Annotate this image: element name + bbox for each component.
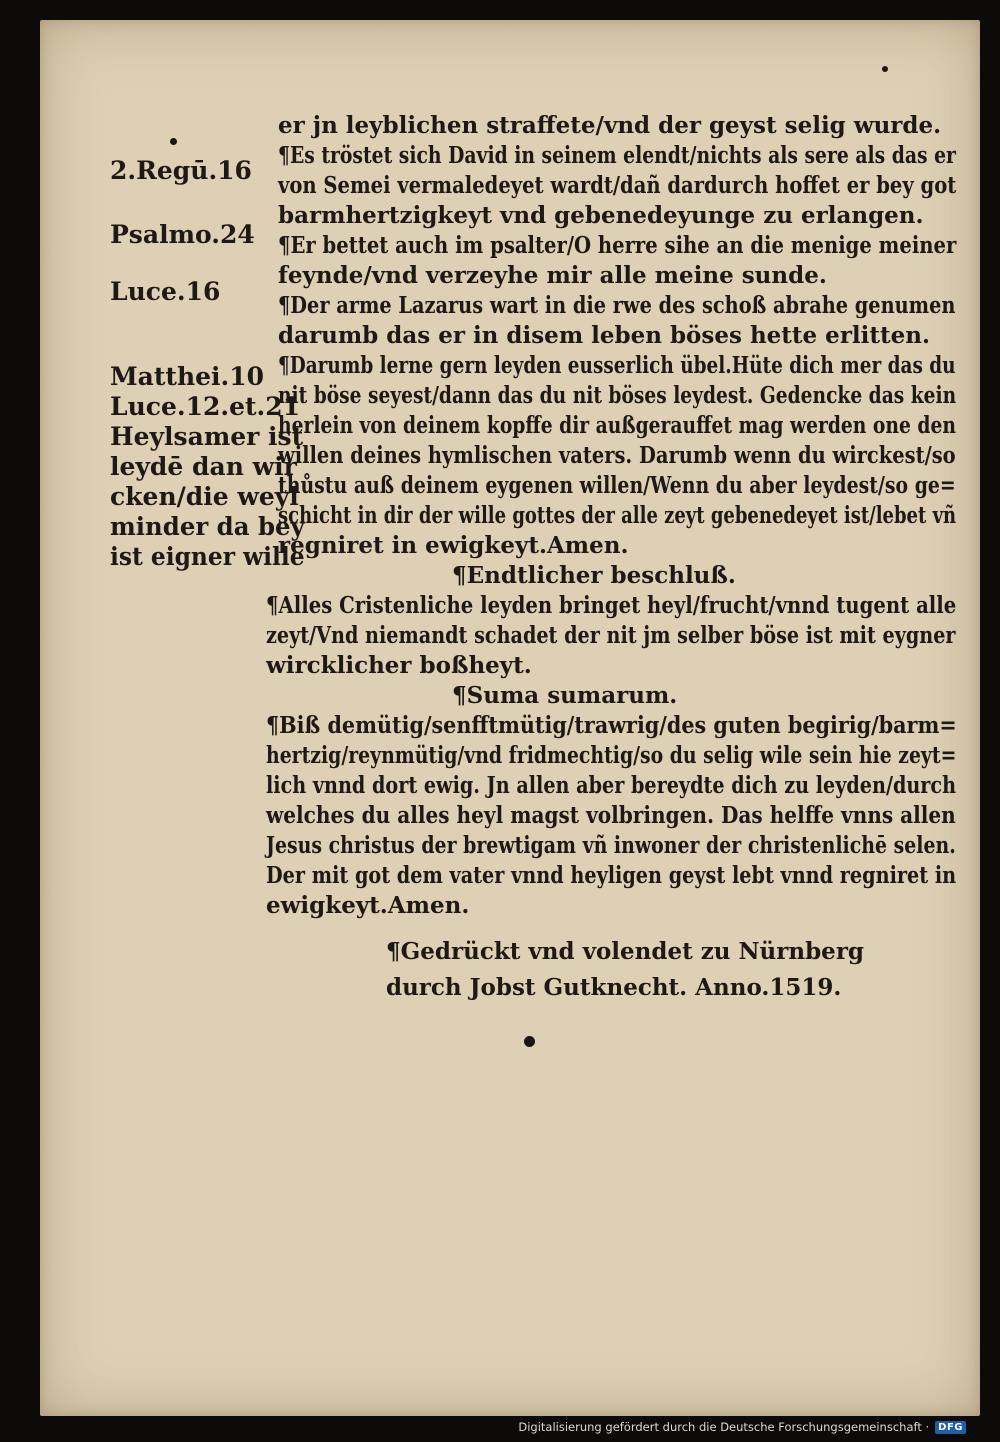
text-line: barmhertzigkeyt vnd gebenedeyunge zu erlangen. [278, 202, 924, 229]
ink-dot [882, 66, 888, 72]
text-line: hertzig/reynmütig/vnd fridmechtig/so du selig wile sein hie zeyt= [266, 742, 957, 769]
margin-note: Psalmo.24 [110, 220, 255, 249]
text-line: ¶Alles Cristenliche leyden bringet heyl/frucht/vnnd tugent alle [266, 592, 957, 619]
text-line: thůstu auß deinem eygenen willen/Wenn du aber leydest/so ge= [278, 472, 956, 499]
text-line: regniret in ewigkeyt.Amen. [278, 532, 629, 559]
margin-note: Heylsamer ist [110, 422, 304, 451]
margin-note: ist eigner wille [110, 542, 305, 571]
margin-note: 2.Regū.16 [110, 156, 252, 185]
margin-note: Matthei.10 [110, 362, 265, 391]
dfg-logo: DFG [935, 1421, 966, 1434]
margin-note: Luce.16 [110, 277, 221, 306]
margin-note: minder da bey [110, 512, 305, 541]
text-line: herlein von deinem kopffe dir außgerauffet mag werden one den [278, 412, 956, 439]
digitization-credit [518, 1420, 966, 1434]
text-line: zeyt/Vnd niemandt schadet der nit jm selber böse ist mit eygner [266, 622, 956, 649]
text-line: willen deines hymlischen vaters. Darumb wenn du wirckest/so [278, 442, 956, 469]
text-line: ¶Er bettet auch im psalter/O herre sihe an die menige meiner [278, 232, 957, 259]
text-line: darumb das er in disem leben böses hette erlitten. [278, 322, 931, 349]
ink-dot [170, 138, 177, 145]
text-line: ¶Darumb lerne gern leyden eusserlich übel.Hüte dich mer das du [278, 352, 956, 379]
text-line: nit böse seyest/dann das du nit böses leydest. Gedencke das kein [278, 382, 957, 409]
section-heading: ¶Endtlicher beschluß. [452, 562, 736, 589]
scanned-page [40, 20, 980, 1416]
margin-note: Luce.12.et.21 [110, 392, 301, 421]
text-line: ¶Der arme Lazarus wart in die rwe des schoß abrahe genumen [278, 292, 956, 319]
margin-note: leydē dan wir [110, 452, 297, 481]
text-line: ¶Biß demütig/senfftmütig/trawrig/des guten begirig/barm= [266, 712, 957, 739]
margin-note: cken/die weyl [110, 482, 299, 511]
text-line: lich vnnd dort ewig. Jn allen aber bereydte dich zu leyden/durch [266, 772, 957, 799]
text-line: feynde/vnd verzeyhe mir alle meine sunde. [278, 262, 827, 289]
ink-dot [524, 1036, 535, 1047]
text-line: ¶Es tröstet sich David in seinem elendt/nichts als sere als das er [278, 142, 956, 169]
text-line: schicht in dir der wille gottes der alle zeyt gebenedeyet ist/lebet vñ [278, 502, 957, 529]
text-line: wircklicher boßheyt. [266, 652, 532, 679]
text-line: von Semei vermaledeyet wardt/dañ dardurch hoffet er bey got [278, 172, 957, 199]
colophon-line: durch Jobst Gutknecht. Anno.1519. [386, 974, 842, 1001]
text-line: welches du alles heyl magst volbringen. Das helffe vnns allen [266, 802, 956, 829]
text-line: er jn leyblichen straffete/vnd der geyst selig wurde. [278, 112, 942, 139]
text-line: Jesus christus der brewtigam vñ inwoner der christenlichē selen. [266, 832, 956, 859]
colophon-line: ¶Gedrückt vnd volendet zu Nürnberg [386, 938, 865, 965]
text-line: Der mit got dem vater vnnd heyligen geyst lebt vnnd regniret in [266, 862, 957, 889]
section-heading: ¶Suma sumarum. [452, 682, 678, 709]
text-line: ewigkeyt.Amen. [266, 892, 470, 919]
credit-text: Digitalisierung gefördert durch die Deutsche Forschungsgemeinschaft · [518, 1420, 930, 1434]
